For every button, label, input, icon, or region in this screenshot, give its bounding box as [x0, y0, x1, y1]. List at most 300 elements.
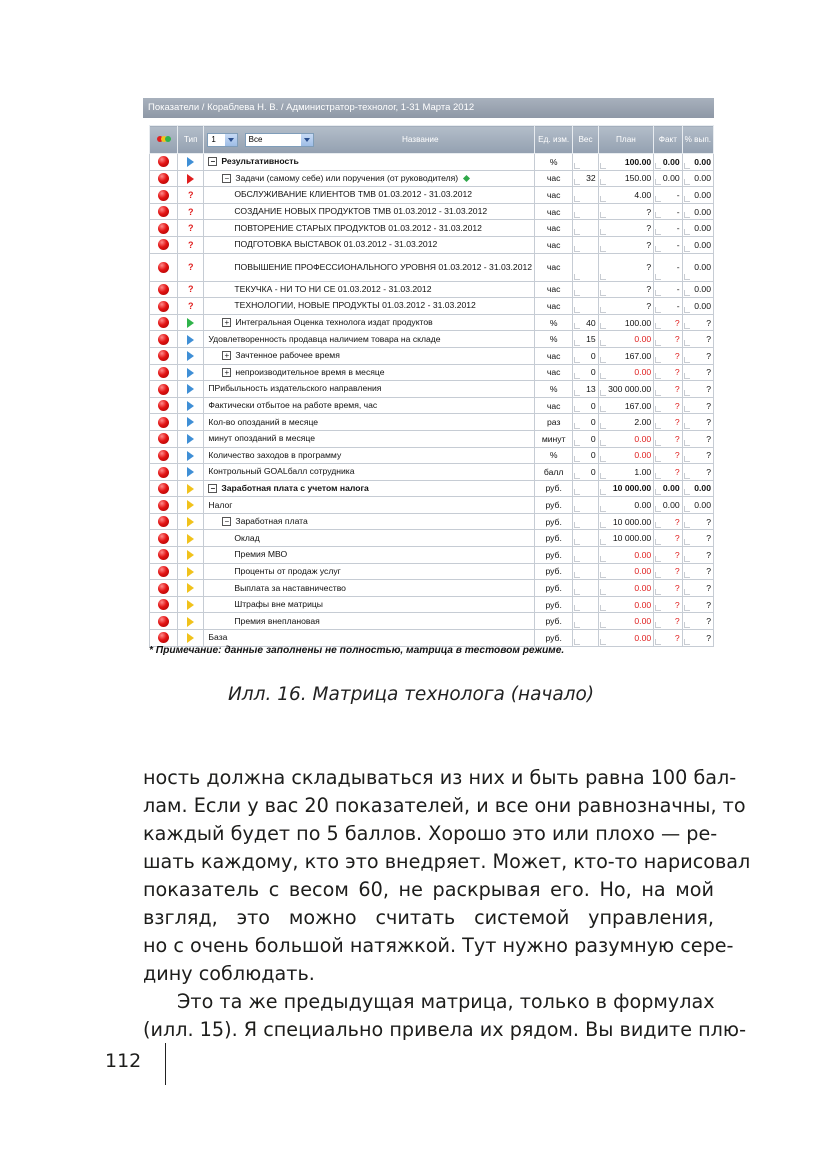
chevron-down-icon: [301, 134, 313, 146]
table-row[interactable]: [150, 563, 714, 580]
indicator-name[interactable]: − Заработная плата с учетом налога: [204, 480, 535, 497]
fact-cell[interactable]: ?: [654, 347, 683, 364]
text-line: лам. Если у вас 20 показателей, и все они равнозначны, то: [143, 794, 746, 817]
weight-cell[interactable]: 0: [573, 447, 598, 464]
plan-cell[interactable]: ?: [598, 281, 653, 298]
indicator-name[interactable]: Контрольный GOALбалл сотрудника: [204, 464, 535, 481]
indicator-name[interactable]: Штрафы вне матрицы: [204, 596, 535, 613]
body-paragraph-1: [143, 764, 751, 988]
plan-cell[interactable]: 300 000.00: [598, 381, 653, 398]
expand-icon[interactable]: +: [222, 351, 231, 360]
table-row[interactable]: [150, 430, 714, 447]
plan-cell[interactable]: 0.00: [598, 613, 653, 630]
status-cell: [150, 464, 178, 481]
table-row[interactable]: [150, 596, 714, 613]
red-status-icon: [158, 467, 169, 478]
percent-cell: ?: [682, 364, 713, 381]
percent-cell: ?: [682, 613, 713, 630]
status-cell: [150, 480, 178, 497]
weight-cell[interactable]: [573, 154, 598, 171]
status-cell: [150, 563, 178, 580]
unknown-type-icon: ?: [187, 223, 194, 234]
plan-cell[interactable]: 100.00: [598, 154, 653, 171]
indicator-name[interactable]: Налог: [204, 497, 535, 514]
yellow-arrow-icon: [187, 484, 194, 494]
unknown-type-icon: ?: [187, 262, 194, 273]
fact-cell[interactable]: ?: [654, 513, 683, 530]
status-cell: [150, 397, 178, 414]
add-icon[interactable]: [463, 175, 470, 182]
blue-arrow-icon: [187, 157, 194, 167]
indicator-name[interactable]: ПОДГОТОВКА ВЫСТАВОК 01.03.2012 - 31.03.2012: [204, 236, 535, 253]
fact-cell[interactable]: -: [654, 253, 683, 281]
plan-cell[interactable]: 0.00: [598, 497, 653, 514]
table-row[interactable]: [150, 364, 714, 381]
fact-cell[interactable]: ?: [654, 364, 683, 381]
status-cell: [150, 447, 178, 464]
blue-arrow-icon: [187, 384, 194, 394]
percent-column-header: % вып.: [682, 126, 713, 154]
weight-cell[interactable]: [573, 580, 598, 597]
red-status-icon: [158, 599, 169, 610]
status-cell: [150, 314, 178, 331]
collapse-icon[interactable]: −: [222, 517, 231, 526]
fact-cell[interactable]: ?: [654, 613, 683, 630]
status-cell: [150, 497, 178, 514]
indicator-name[interactable]: − Задачи (самому себе) или поручения (от руководителя): [204, 170, 535, 187]
table-row[interactable]: [150, 547, 714, 564]
plan-cell[interactable]: 0.00: [598, 331, 653, 348]
weight-cell[interactable]: 32: [573, 170, 598, 187]
status-cell: [150, 596, 178, 613]
fact-cell[interactable]: -: [654, 236, 683, 253]
table-row[interactable]: [150, 187, 714, 204]
blue-arrow-icon: [187, 335, 194, 345]
red-status-icon: [158, 384, 169, 395]
indicator-name[interactable]: Оклад: [204, 530, 535, 547]
unit-cell: минут: [535, 430, 573, 447]
table-row[interactable]: [150, 414, 714, 431]
expand-icon[interactable]: +: [222, 368, 231, 377]
status-cell: [150, 331, 178, 348]
indicator-name[interactable]: Кол-во опозданий в месяце: [204, 414, 535, 431]
red-status-icon: [158, 566, 169, 577]
table-row[interactable]: [150, 203, 714, 220]
yellow-arrow-icon: [187, 600, 194, 610]
fact-cell[interactable]: -: [654, 281, 683, 298]
fact-cell[interactable]: ?: [654, 630, 683, 647]
status-cell: [150, 364, 178, 381]
weight-cell[interactable]: [573, 220, 598, 237]
percent-cell: ?: [682, 513, 713, 530]
type-cell: [178, 596, 204, 613]
weight-cell[interactable]: 0: [573, 397, 598, 414]
table-row[interactable]: [150, 580, 714, 597]
table-row[interactable]: [150, 447, 714, 464]
type-cell: [178, 414, 204, 431]
fact-cell[interactable]: -: [654, 187, 683, 204]
collapse-icon[interactable]: −: [208, 157, 217, 166]
red-status-icon: [158, 301, 169, 312]
red-status-icon: [158, 190, 169, 201]
unit-cell: руб.: [535, 613, 573, 630]
unit-cell: %: [535, 314, 573, 331]
table-row[interactable]: [150, 381, 714, 398]
collapse-icon[interactable]: −: [208, 484, 217, 493]
fact-cell[interactable]: ?: [654, 447, 683, 464]
indicator-name[interactable]: минут опозданий в месяце: [204, 430, 535, 447]
plan-cell[interactable]: 167.00: [598, 397, 653, 414]
fact-cell[interactable]: 0.00: [654, 170, 683, 187]
percent-cell: ?: [682, 630, 713, 647]
red-status-icon: [158, 334, 169, 345]
indicator-name[interactable]: ТЕКУЧКА - НИ ТО НИ СЕ 01.03.2012 - 31.03.2012: [204, 281, 535, 298]
weight-cell[interactable]: [573, 630, 598, 647]
table-row[interactable]: [150, 331, 714, 348]
type-cell: [178, 220, 204, 237]
status-cell: [150, 414, 178, 431]
percent-cell: 0.00: [682, 170, 713, 187]
indicator-name[interactable]: ПОВТОРЕНИЕ СТАРЫХ ПРОДУКТОВ 01.03.2012 - 31.03.2012: [204, 220, 535, 237]
unit-cell: час: [535, 397, 573, 414]
fact-cell[interactable]: 0.00: [654, 154, 683, 171]
unit-cell: %: [535, 331, 573, 348]
percent-cell: ?: [682, 464, 713, 481]
weight-cell[interactable]: [573, 513, 598, 530]
weight-cell[interactable]: [573, 563, 598, 580]
plan-cell[interactable]: 0.00: [598, 596, 653, 613]
unit-cell: руб.: [535, 497, 573, 514]
unit-cell: час: [535, 170, 573, 187]
weight-cell[interactable]: 0: [573, 347, 598, 364]
fact-cell[interactable]: -: [654, 203, 683, 220]
red-status-icon: [158, 500, 169, 511]
unit-cell: %: [535, 154, 573, 171]
percent-cell: ?: [682, 397, 713, 414]
plan-cell[interactable]: 10 000.00: [598, 513, 653, 530]
weight-cell[interactable]: [573, 547, 598, 564]
percent-cell: ?: [682, 580, 713, 597]
plan-column-header: План: [598, 126, 653, 154]
weight-cell[interactable]: 15: [573, 331, 598, 348]
text-line: взгляд, это можно считать системой управления,: [143, 906, 714, 929]
percent-cell: ?: [682, 563, 713, 580]
plan-cell[interactable]: 10 000.00: [598, 530, 653, 547]
table-row[interactable]: [150, 236, 714, 253]
plan-cell[interactable]: 10 000.00: [598, 480, 653, 497]
yellow-arrow-icon: [187, 567, 194, 577]
red-status-icon: [158, 632, 169, 643]
weight-cell[interactable]: 40: [573, 314, 598, 331]
filter-select[interactable]: Все: [245, 133, 314, 147]
plan-cell[interactable]: 100.00: [598, 314, 653, 331]
unit-cell: час: [535, 364, 573, 381]
table-row[interactable]: [150, 397, 714, 414]
plan-cell[interactable]: 0.00: [598, 547, 653, 564]
body-paragraph-2: [143, 988, 747, 1044]
type-cell: [178, 497, 204, 514]
status-cell: [150, 530, 178, 547]
type-cell: [178, 331, 204, 348]
table-row[interactable]: [150, 513, 714, 530]
plan-cell[interactable]: ?: [598, 220, 653, 237]
plan-cell[interactable]: 150.00: [598, 170, 653, 187]
plan-cell[interactable]: 2.00: [598, 414, 653, 431]
percent-cell: ?: [682, 381, 713, 398]
weight-cell[interactable]: 0: [573, 430, 598, 447]
percent-cell: 0.00: [682, 220, 713, 237]
unit-cell: час: [535, 187, 573, 204]
weight-cell[interactable]: [573, 480, 598, 497]
status-cell: [150, 347, 178, 364]
type-cell: [178, 154, 204, 171]
chevron-down-icon: [225, 134, 237, 146]
fact-cell[interactable]: 0.00: [654, 480, 683, 497]
fact-cell[interactable]: ?: [654, 547, 683, 564]
plan-cell[interactable]: 0.00: [598, 563, 653, 580]
percent-cell: 0.00: [682, 497, 713, 514]
plan-cell[interactable]: 1.00: [598, 464, 653, 481]
yellow-arrow-icon: [187, 583, 194, 593]
type-cell: [178, 447, 204, 464]
text-line: но с очень большой натяжкой. Тут нужно разумную сере-: [143, 934, 734, 957]
unit-cell: руб.: [535, 547, 573, 564]
red-status-icon: [158, 400, 169, 411]
type-cell: [178, 580, 204, 597]
weight-cell[interactable]: 0: [573, 464, 598, 481]
table-row[interactable]: [150, 154, 714, 171]
table-row[interactable]: [150, 347, 714, 364]
indicator-name[interactable]: ТЕХНОЛОГИИ, НОВЫЕ ПРОДУКТЫ 01.03.2012 - 31.03.2012: [204, 298, 535, 315]
indicator-name[interactable]: − Результативность: [204, 154, 535, 171]
indicator-name[interactable]: Удовлетворенность продавца наличием товара на складе: [204, 331, 535, 348]
window-title: Показатели / Кораблева Н. В. / Администратор-технолог, 1-31 Марта 2012: [143, 98, 714, 118]
table-row[interactable]: [150, 480, 714, 497]
plan-cell[interactable]: ?: [598, 203, 653, 220]
type-cell: [178, 364, 204, 381]
indicator-name[interactable]: Проценты от продаж услуг: [204, 563, 535, 580]
weight-cell[interactable]: [573, 253, 598, 281]
fact-cell[interactable]: ?: [654, 381, 683, 398]
type-cell: [178, 381, 204, 398]
type-column-header: Тип: [178, 126, 204, 154]
fact-cell[interactable]: ?: [654, 314, 683, 331]
indicator-name[interactable]: ОБСЛУЖИВАНИЕ КЛИЕНТОВ ТМВ 01.03.2012 - 31.03.2012: [204, 187, 535, 204]
indicator-name[interactable]: Премия МВО: [204, 547, 535, 564]
plan-cell[interactable]: 0.00: [598, 447, 653, 464]
text-line: ность должна складываться из них и быть равна 100 бал-: [143, 766, 737, 789]
fact-cell[interactable]: ?: [654, 430, 683, 447]
status-cell: [150, 187, 178, 204]
status-cell: [150, 430, 178, 447]
unit-cell: час: [535, 220, 573, 237]
unit-cell: балл: [535, 464, 573, 481]
type-cell: [178, 430, 204, 447]
text-line: Это та же предыдущая матрица, только в формулах: [177, 990, 715, 1013]
table-row[interactable]: [150, 630, 714, 647]
plan-cell[interactable]: 0.00: [598, 580, 653, 597]
unit-column-header: Ед. изм.: [535, 126, 573, 154]
unknown-type-icon: ?: [187, 300, 194, 311]
expand-icon[interactable]: +: [222, 318, 231, 327]
level-select[interactable]: 1: [207, 133, 238, 147]
indicator-name[interactable]: + Зачтенное рабочее время: [204, 347, 535, 364]
table-row[interactable]: [150, 613, 714, 630]
yellow-arrow-icon: [187, 534, 194, 544]
red-status-icon: [158, 417, 169, 428]
fact-cell[interactable]: -: [654, 298, 683, 315]
yellow-arrow-icon: [187, 617, 194, 627]
status-cell: [150, 220, 178, 237]
type-cell: [178, 314, 204, 331]
fact-cell[interactable]: ?: [654, 414, 683, 431]
matrix-screenshot: [143, 98, 714, 668]
table-row[interactable]: [150, 170, 714, 187]
weight-cell[interactable]: [573, 530, 598, 547]
unknown-type-icon: ?: [187, 206, 194, 217]
weight-cell[interactable]: [573, 497, 598, 514]
percent-cell: 0.00: [682, 281, 713, 298]
red-status-icon: [158, 262, 169, 273]
unit-cell: час: [535, 281, 573, 298]
indicator-name[interactable]: Фактически отбытое на работе время, час: [204, 397, 535, 414]
fact-cell[interactable]: ?: [654, 563, 683, 580]
status-cell: [150, 298, 178, 315]
table-header-row: [150, 126, 714, 154]
table-row[interactable]: [150, 298, 714, 315]
percent-cell: ?: [682, 596, 713, 613]
red-status-icon: [158, 433, 169, 444]
weight-cell[interactable]: [573, 187, 598, 204]
table-row[interactable]: [150, 314, 714, 331]
table-note: * Примечание: данные заполнены не полностью, матрица в тестовом режиме.: [149, 645, 565, 656]
percent-cell: ?: [682, 414, 713, 431]
status-cell: [150, 613, 178, 630]
plan-cell[interactable]: ?: [598, 253, 653, 281]
percent-cell: 0.00: [682, 236, 713, 253]
type-cell: [178, 253, 204, 281]
red-status-icon: [158, 317, 169, 328]
plan-cell[interactable]: 167.00: [598, 347, 653, 364]
indicator-name[interactable]: Премия внеплановая: [204, 613, 535, 630]
type-cell: [178, 298, 204, 315]
indicator-name[interactable]: Выплата за наставничество: [204, 580, 535, 597]
table-row[interactable]: [150, 281, 714, 298]
name-header-label: Название: [401, 134, 439, 144]
fact-cell[interactable]: ?: [654, 464, 683, 481]
plan-cell[interactable]: 0.00: [598, 630, 653, 647]
page-number-divider: [165, 1043, 166, 1085]
type-cell: [178, 630, 204, 647]
status-cell: [150, 154, 178, 171]
table-row[interactable]: [150, 220, 714, 237]
weight-cell[interactable]: 0: [573, 364, 598, 381]
status-cell: [150, 547, 178, 564]
plan-cell[interactable]: ?: [598, 236, 653, 253]
fact-cell[interactable]: ?: [654, 530, 683, 547]
plan-cell[interactable]: 4.00: [598, 187, 653, 204]
blue-arrow-icon: [187, 434, 194, 444]
type-cell: [178, 236, 204, 253]
indicator-name[interactable]: ПОВЫШЕНИЕ ПРОФЕССИОНАЛЬНОГО УРОВНЯ 01.03.2012 - 31.03.2012: [204, 253, 535, 281]
status-cell: [150, 203, 178, 220]
unit-cell: %: [535, 381, 573, 398]
status-cell: [150, 236, 178, 253]
fact-cell[interactable]: -: [654, 220, 683, 237]
percent-cell: ?: [682, 530, 713, 547]
status-cell: [150, 170, 178, 187]
percent-cell: ?: [682, 314, 713, 331]
collapse-icon[interactable]: −: [222, 174, 231, 183]
red-status-icon: [158, 450, 169, 461]
weight-cell[interactable]: [573, 236, 598, 253]
indicator-name[interactable]: + Интегральная Оценка технолога издат продуктов: [204, 314, 535, 331]
table-row[interactable]: [150, 530, 714, 547]
red-status-icon: [158, 350, 169, 361]
blue-arrow-icon: [187, 351, 194, 361]
weight-cell[interactable]: 0: [573, 414, 598, 431]
red-status-icon: [158, 223, 169, 234]
unit-cell: руб.: [535, 580, 573, 597]
fact-cell[interactable]: 0.00: [654, 497, 683, 514]
plan-cell[interactable]: ?: [598, 298, 653, 315]
blue-arrow-icon: [187, 467, 194, 477]
unknown-type-icon: ?: [187, 189, 194, 200]
indicator-name[interactable]: СОЗДАНИЕ НОВЫХ ПРОДУКТОВ ТМВ 01.03.2012 - 31.03.2012: [204, 203, 535, 220]
plan-cell[interactable]: 0.00: [598, 430, 653, 447]
unit-cell: час: [535, 203, 573, 220]
indicator-name[interactable]: База: [204, 630, 535, 647]
percent-cell: 0.00: [682, 253, 713, 281]
fact-cell[interactable]: ?: [654, 580, 683, 597]
weight-cell[interactable]: [573, 203, 598, 220]
fact-cell[interactable]: ?: [654, 596, 683, 613]
weight-cell[interactable]: 13: [573, 381, 598, 398]
red-status-icon: [158, 549, 169, 560]
table-row[interactable]: [150, 253, 714, 281]
status-cell: [150, 381, 178, 398]
fact-cell[interactable]: ?: [654, 331, 683, 348]
table-row[interactable]: [150, 464, 714, 481]
unknown-type-icon: ?: [187, 284, 194, 295]
unit-cell: %: [535, 447, 573, 464]
text-line: дину соблюдать.: [143, 962, 315, 985]
weight-cell[interactable]: [573, 613, 598, 630]
yellow-arrow-icon: [187, 500, 194, 510]
type-cell: [178, 281, 204, 298]
unit-cell: час: [535, 298, 573, 315]
text-line: показатель с весом 60, не раскрывая его. Но, на мой: [143, 878, 714, 901]
text-line: (илл. 15). Я специально привела их рядом. Вы видите плю-: [143, 1018, 747, 1041]
indicator-name[interactable]: − Заработная плата: [204, 513, 535, 530]
indicator-name[interactable]: + непроизводительное время в месяце: [204, 364, 535, 381]
weight-cell[interactable]: [573, 298, 598, 315]
weight-cell[interactable]: [573, 596, 598, 613]
percent-cell: 0.00: [682, 187, 713, 204]
indicator-name[interactable]: ПРибыльность издательского направления: [204, 381, 535, 398]
blue-arrow-icon: [187, 417, 194, 427]
weight-cell[interactable]: [573, 281, 598, 298]
type-cell: [178, 613, 204, 630]
figure-caption: Илл. 16. Матрица технолога (начало): [227, 684, 595, 705]
plan-cell[interactable]: 0.00: [598, 364, 653, 381]
fact-cell[interactable]: ?: [654, 397, 683, 414]
table-row[interactable]: [150, 497, 714, 514]
weight-column-header: Вес: [573, 126, 598, 154]
percent-cell: ?: [682, 547, 713, 564]
indicator-name[interactable]: Количество заходов в программу: [204, 447, 535, 464]
type-cell: [178, 563, 204, 580]
